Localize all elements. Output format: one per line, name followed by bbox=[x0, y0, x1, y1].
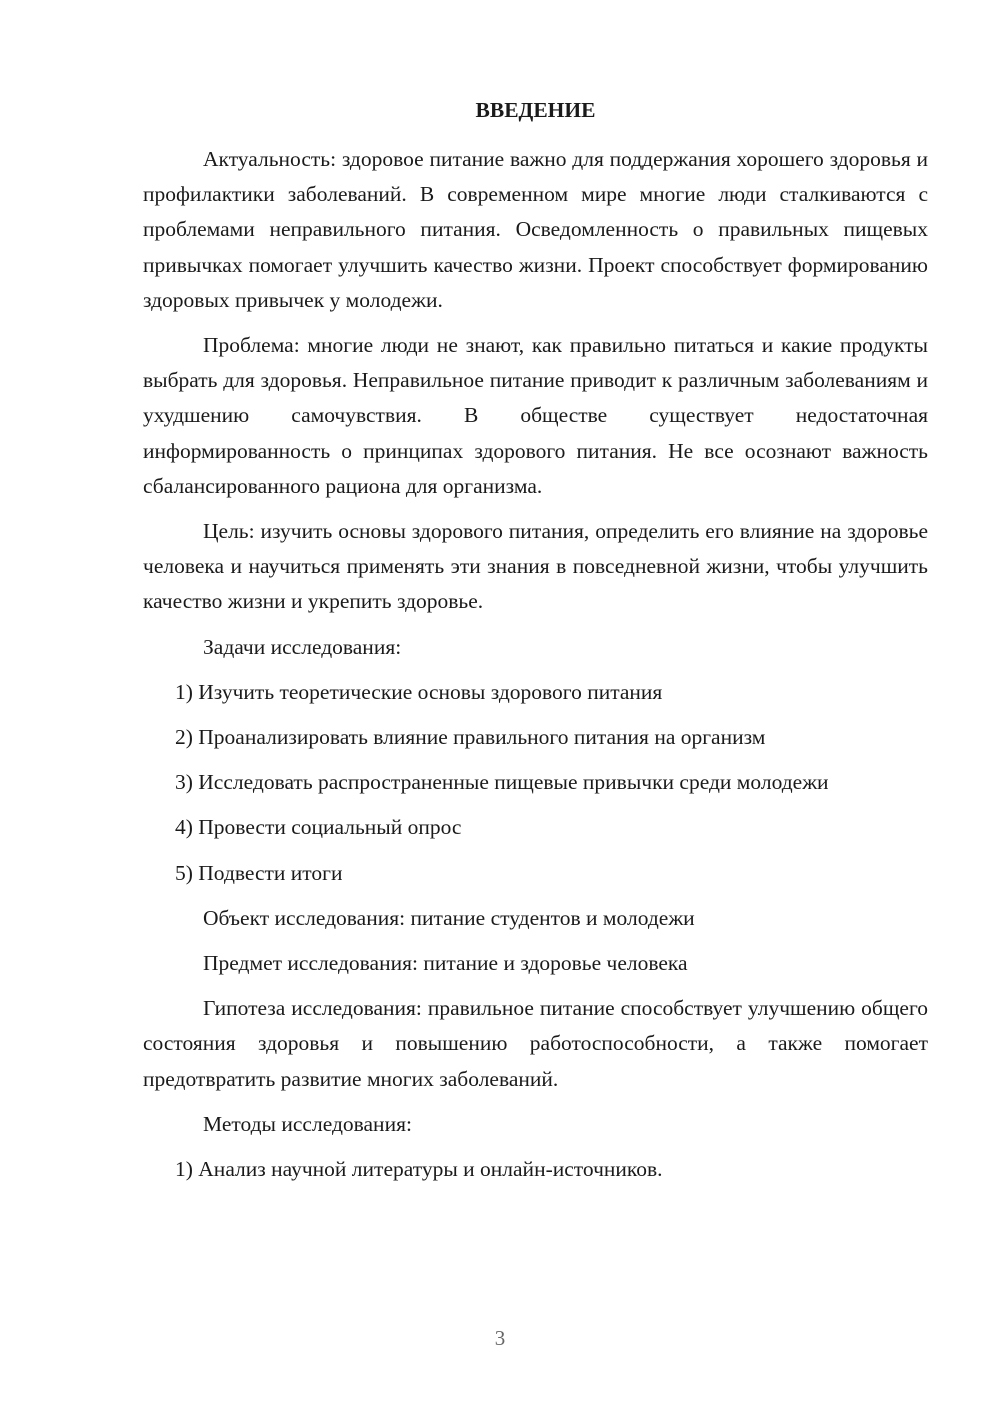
task-item: 4) Провести социальный опрос bbox=[175, 815, 462, 840]
section-title: ВВЕДЕНИЕ bbox=[475, 98, 596, 122]
task-item: 1) Изучить теоретические основы здорового питания bbox=[175, 679, 663, 704]
methods-list bbox=[143, 1152, 928, 1187]
hypothesis-paragraph: Гипотеза исследования: правильное питание способствует улучшению общего состояния здоровья и повышению работоспособности, а также помогает предотвратить развитие многих заболеваний. bbox=[143, 996, 928, 1091]
method-item: 1) Анализ научной литературы и онлайн-источников. bbox=[175, 1157, 663, 1182]
research-subject: Предмет исследования: питание и здоровье человека bbox=[203, 951, 688, 976]
problem-paragraph: Проблема: многие люди не знают, как правильно питаться и какие продукты выбрать для здоровья. Неправильное питание приводит к различным заболеваниям и ухудшению самочувствия. В обществе существует недостаточная информированность о принципах здорового питания. Не все осознают важность сбалансированного рациона для организма. bbox=[143, 333, 928, 498]
tasks-heading: Задачи исследования: bbox=[203, 634, 402, 659]
methods-heading: Методы исследования: bbox=[203, 1111, 412, 1136]
relevance-paragraph: Актуальность: здоровое питание важно для поддержания хорошего здоровья и профилактики заболеваний. В современном мире многие люди сталкиваются с проблемами неправильного питания. Осведомленность о правильных пищевых привычках помогает улучшить качество жизни. Проект способствует формированию здоровых привычек у молодежи. bbox=[143, 147, 928, 312]
tasks-list bbox=[143, 675, 928, 891]
goal-paragraph: Цель: изучить основы здорового питания, определить его влияние на здоровье человека и научиться применять эти знания в повседневной жизни, чтобы улучшить качество жизни и укрепить здоровье. bbox=[143, 519, 928, 614]
research-object: Объект исследования: питание студентов и молодежи bbox=[203, 905, 695, 930]
task-item: 2) Проанализировать влияние правильного питания на организм bbox=[175, 725, 766, 750]
task-item: 3) Исследовать распространенные пищевые привычки среди молодежи bbox=[175, 770, 829, 795]
document-page bbox=[143, 92, 928, 1197]
page-number: 3 bbox=[494, 1326, 506, 1350]
task-item: 5) Подвести итоги bbox=[175, 860, 343, 885]
